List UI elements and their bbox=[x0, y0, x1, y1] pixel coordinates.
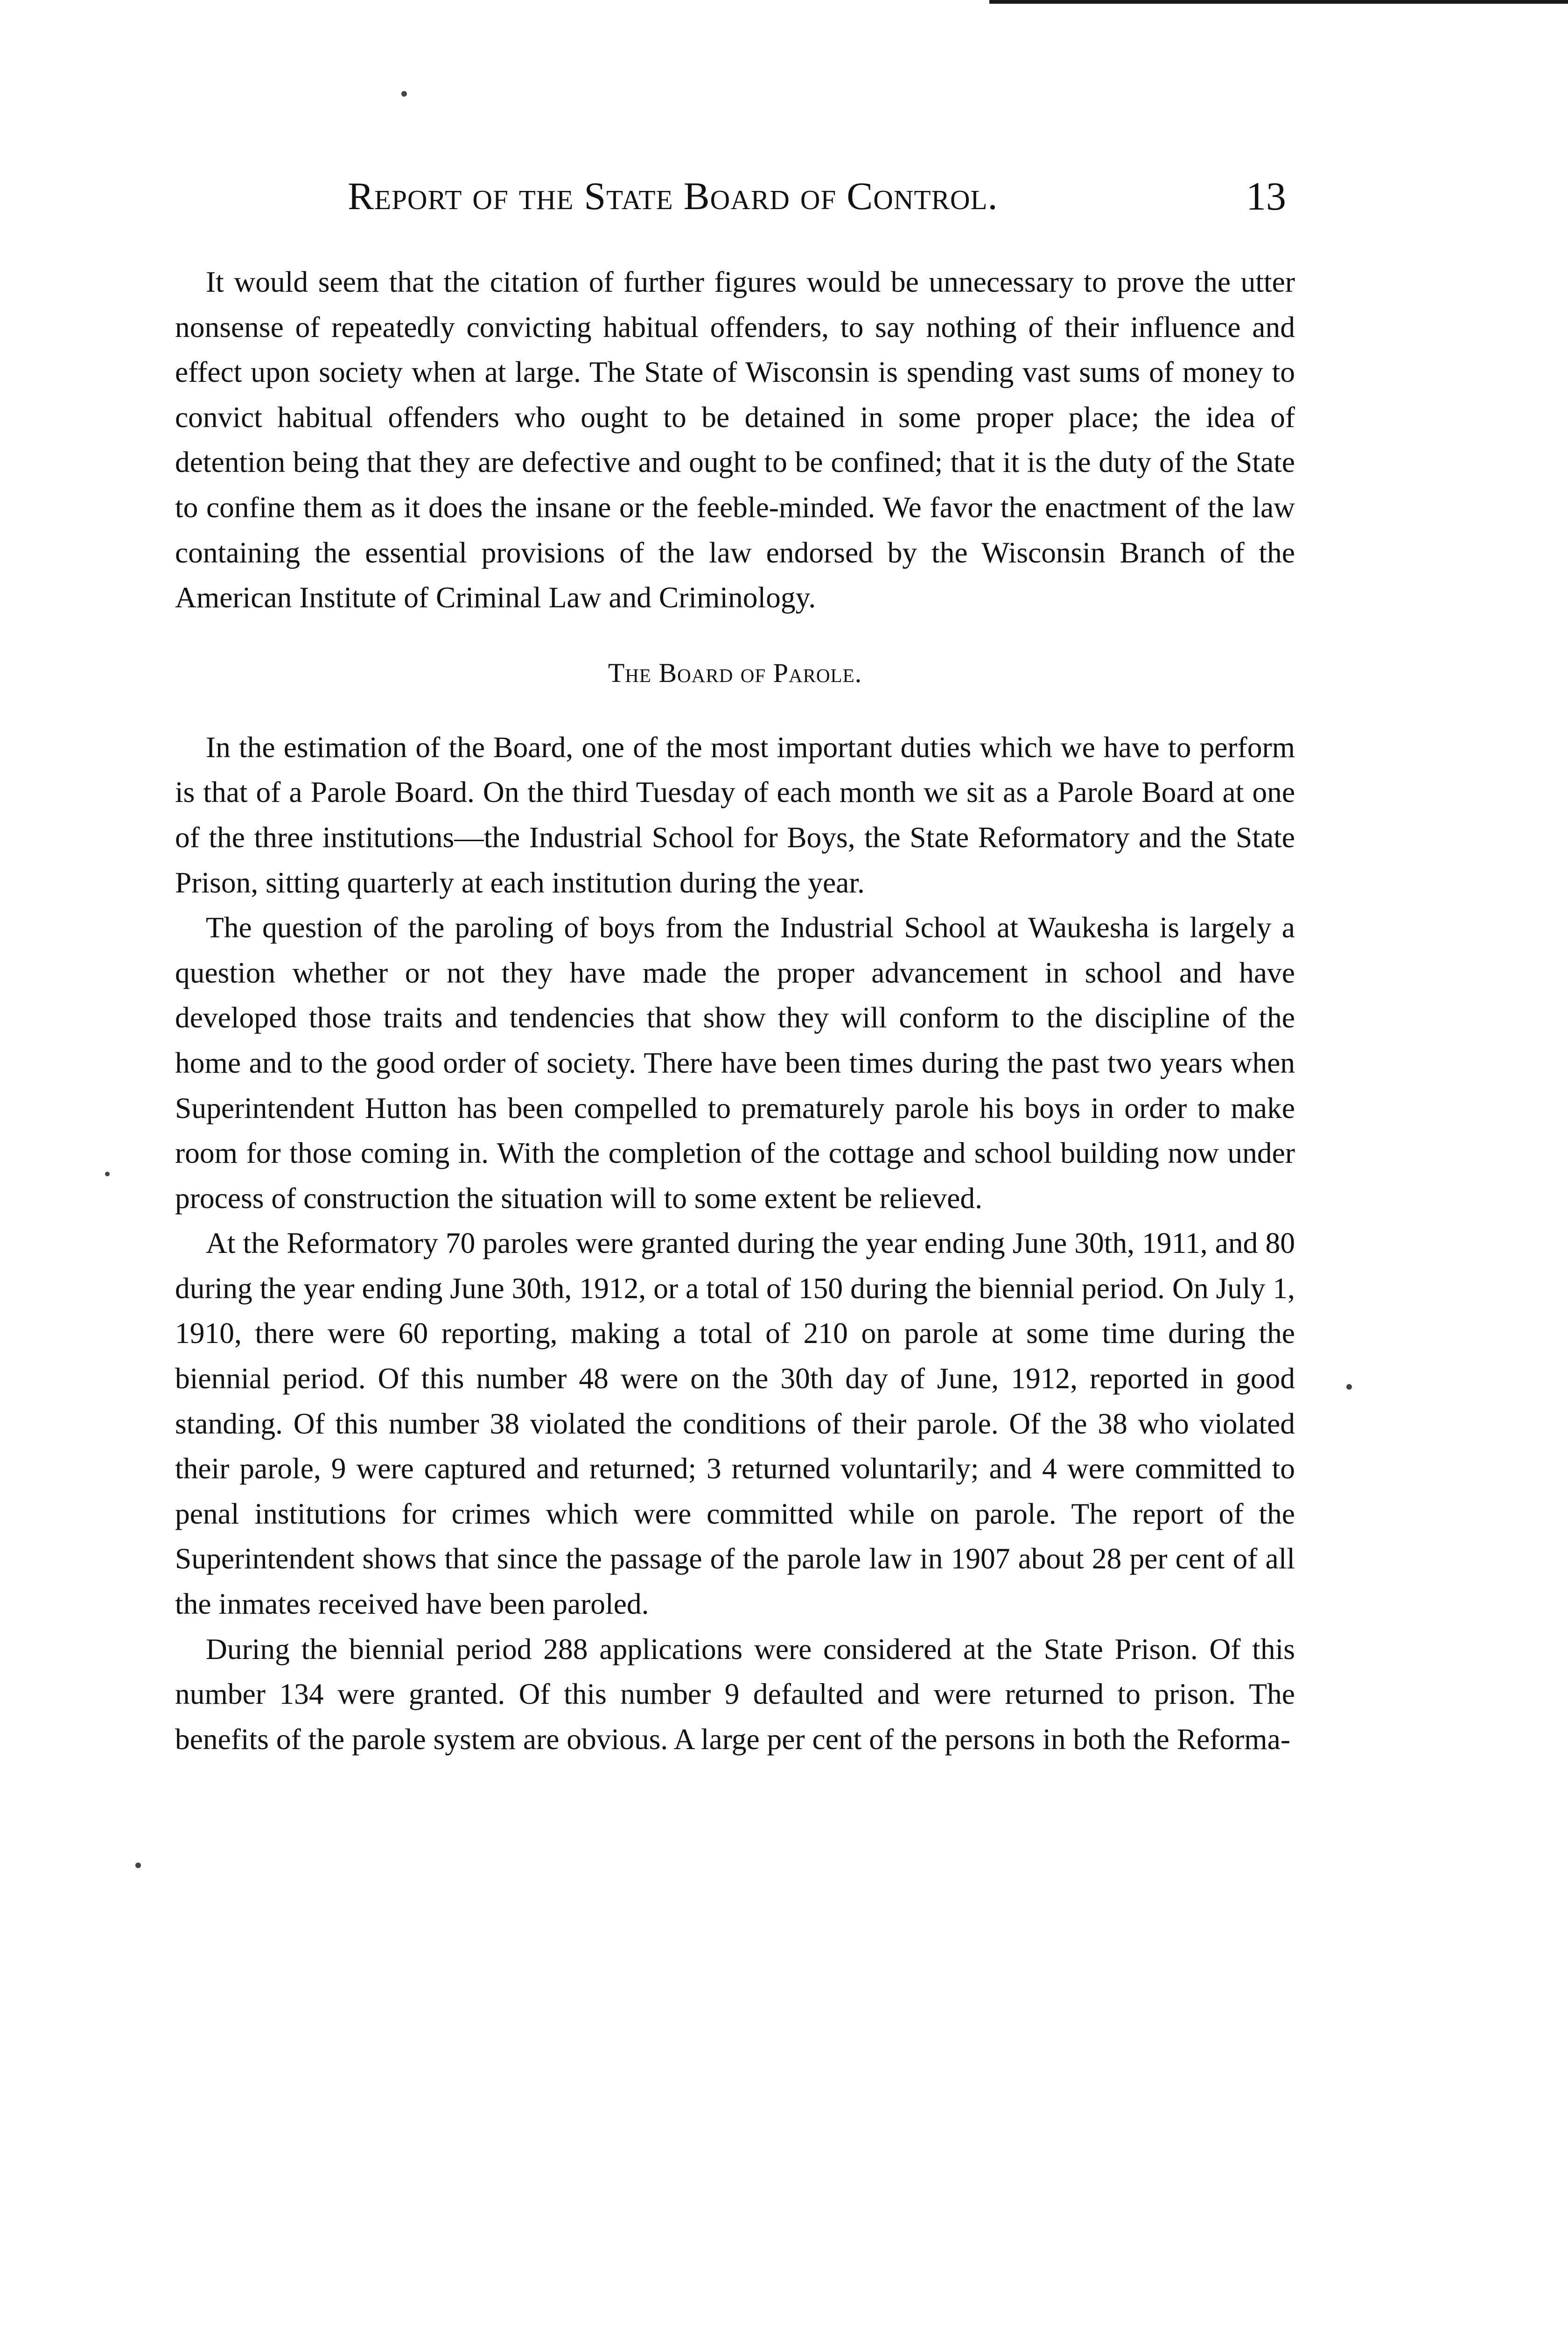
running-header-title: Report of the State Board of Control. bbox=[348, 175, 998, 218]
paragraph-habitual-offenders: It would seem that the citation of further figures would be unnecessary to prove the utter nonsense of repeatedly convicting habitual offenders, to say nothing of their influence and effect upon society when at large. The State of Wisconsin is spending vast sums of money to convict habitual offenders who ought to be detained in some proper place; the idea of detention being that they are defective and ought to be confined; that it is the duty of the State to confine them as it does the insane or the feeble-minded. We favor the enactment of the law containing the essential provisions of the law endorsed by the Wisconsin Branch of the American Institute of Criminal Law and Criminology. bbox=[175, 265, 1295, 614]
scan-speck bbox=[105, 1172, 110, 1176]
scan-speck bbox=[135, 1863, 141, 1868]
scan-speck bbox=[1346, 1384, 1352, 1390]
scan-speck bbox=[401, 91, 407, 97]
top-border-rule bbox=[989, 0, 1568, 4]
paragraph-state-prison-paroles: During the biennial period 288 applications were considered at the State Prison. Of this number 134 were granted. Of this number 9 defaulted and were returned to prison. The benefits of the parole system are obvious. A large per cent of the persons in both the Reforma- bbox=[175, 1632, 1295, 1756]
paragraph-reformatory-paroles: At the Reformatory 70 paroles were granted during the year ending June 30th, 1911, and 80 during the year ending June 30th, 1912, or a total of 150 during the biennial period. On July 1, 1910, there were 60 reporting, making a total of 210 on parole at some time during the biennial period. Of this number 48 were on the 30th day of June, 1912, reported in good standing. Of this number 38 violated the conditions of their parole. Of the 38 who violated their parole, 9 were captured and returned; 3 returned voluntarily; and 4 were committed to penal institutions for crimes which were committed while on parole. The report of the Superintendent shows that since the passage of the parole law in 1907 about 28 per cent of all the inmates received have been paroled. bbox=[175, 1226, 1295, 1621]
paragraph-industrial-school: The question of the paroling of boys from the Industrial School at Waukesha is largely a question whether or not they have made the proper advancement in school and have developed those traits and tendencies that show they will conform to the discipline of the home and to the good order of society. There have been times during the past two years when Superintendent Hutton has been compelled to prematurely parole his boys in order to make room for those coming in. With the completion of the cottage and school building now under process of construction the situation will to some extent be relieved. bbox=[175, 911, 1295, 1215]
page-body bbox=[175, 260, 1295, 1762]
section-heading-board-of-parole: The Board of Parole. bbox=[608, 657, 862, 688]
page-number: 13 bbox=[1246, 174, 1286, 218]
paragraph-parole-board-duties: In the estimation of the Board, one of the most important duties which we have to perform is that of a Parole Board. On the third Tuesday of each month we sit as a Parole Board at one of the three institutions—the Industrial School for Boys, the State Reformatory and the State Prison, sitting quarterly at each institution during the year. bbox=[175, 730, 1295, 899]
